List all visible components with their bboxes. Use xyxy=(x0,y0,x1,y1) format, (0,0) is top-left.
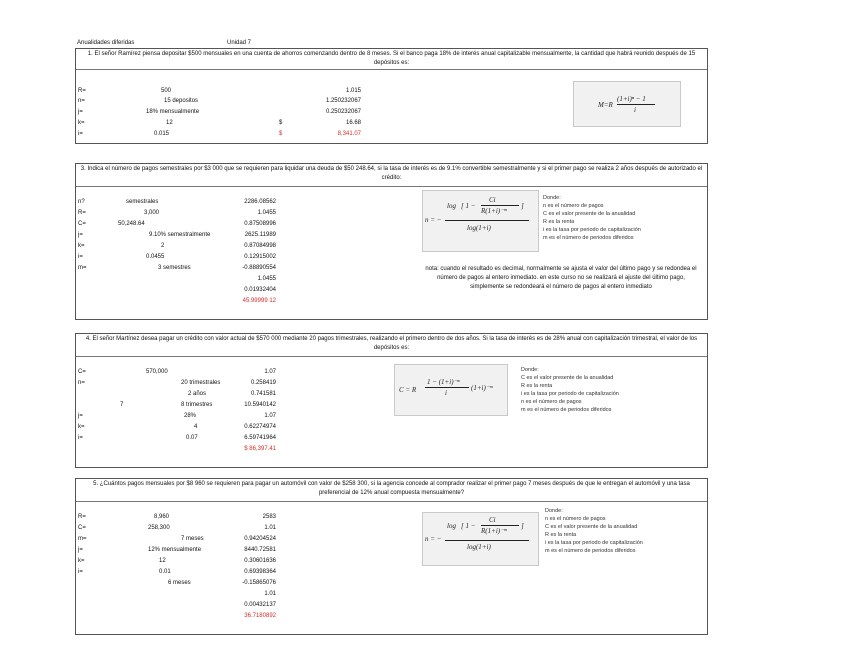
cell: 0.12915002 xyxy=(244,254,276,260)
cell: 9.10% semestralmente xyxy=(149,232,211,238)
cell: 0.69398364 xyxy=(244,569,276,575)
cell: 2 años xyxy=(188,391,207,397)
cell: 0.62274974 xyxy=(244,424,276,430)
formula-image: n = − log [ 1 − Ci R(1+i)⁻ᵐ ] log(1+i) xyxy=(422,512,539,566)
cell: 2286.08562 xyxy=(244,199,276,205)
formula-image: C = R 1 − (1+i)⁻ⁿ i (1+i)⁻ᵐ xyxy=(394,364,508,416)
cell: semestrales xyxy=(126,199,159,205)
cell: 0.01932404 xyxy=(244,287,276,293)
cell: 3 semestres xyxy=(158,265,191,271)
cell: 50,248.64 xyxy=(118,221,145,227)
cell: 12 xyxy=(166,120,173,126)
legend: Donde: C es el valor presente de la anualidad R es la renta i es la tasa por periodo de capitalización n es el número de pagos m es el número de periodos diferidos xyxy=(521,367,619,413)
cell: 7 meses xyxy=(181,536,204,542)
cell: i= xyxy=(78,254,83,260)
cell: m= xyxy=(78,536,87,542)
cell: 258,300 xyxy=(148,525,170,531)
cell: 8,960 xyxy=(154,514,170,520)
cell: i= xyxy=(78,131,83,137)
note-text: nota: cuando el resultado es decimal, normalmente se ajusta el valor del último pago y se redondea el número de pagos al entero inmediato. en este curso no se realizará el ajuste del último pago, simplemente se redondeará el número de pagos al entero inmediato xyxy=(425,266,697,290)
cell: -0.88890554 xyxy=(242,265,276,271)
cell: R= xyxy=(78,210,86,216)
cell: 1.01 xyxy=(264,525,276,531)
cell: 0.87508996 xyxy=(244,221,276,227)
sheet-title: Anualidades diferidas xyxy=(77,40,135,46)
cell: 0.015 xyxy=(154,131,170,137)
cell: 0.07 xyxy=(186,435,198,441)
cell: j= xyxy=(78,547,83,553)
cell: 500 xyxy=(161,88,172,94)
cell: 15 depositos xyxy=(164,98,199,104)
cell: 0.741581 xyxy=(250,391,276,397)
problem-2-title: 3. Indica el número de pagos semestrales por $3 000 que se requieren para liquidar una deuda de $50 248.64, si la tasa de interés es de 9.1% convertible semestralmente y si el primer pago se realiza 2 años después de autorizado el crédito: xyxy=(80,166,703,181)
cell: i= xyxy=(78,569,83,575)
cell: 2625.11989 xyxy=(244,232,276,238)
cell: 6 meses xyxy=(168,580,191,586)
cell: 1.0455 xyxy=(257,276,276,282)
problem-4-block xyxy=(75,478,708,635)
legend: Donde: n es el número de pagos C es el valor presente de la anualidad R es la renta i es la tasa por periodo de capitalización m es el número de periodos diferidos xyxy=(545,508,643,554)
cell: n? xyxy=(78,199,85,205)
cell: j= xyxy=(78,109,83,115)
cell: 0.250232067 xyxy=(325,109,361,115)
cell: k= xyxy=(78,424,85,430)
cell: 18% mensualmente xyxy=(146,109,200,115)
cell: 0.01 xyxy=(159,569,171,575)
cell: k= xyxy=(78,243,85,249)
result-cell: 36.7180892 xyxy=(244,613,276,619)
unit-label: Unidad 7 xyxy=(227,40,252,46)
cell: k= xyxy=(78,558,85,564)
cell: 2 xyxy=(161,243,165,249)
cell: n= xyxy=(78,98,85,104)
cell: 0.87084998 xyxy=(244,243,276,249)
cell: 1.01 xyxy=(264,591,276,597)
cell: C= xyxy=(78,369,86,375)
cell: R= xyxy=(78,88,86,94)
formula-image: n = − log [ 1 − Ci R(1+i)⁻ᵐ ] log(1+i) xyxy=(422,190,539,252)
cell: $ xyxy=(279,131,283,137)
cell: 12% mensualmente xyxy=(148,547,202,553)
cell: C= xyxy=(78,525,86,531)
cell: 6.59741964 xyxy=(244,435,276,441)
cell: 8440.72581 xyxy=(244,547,276,553)
result-cell: 8,341.07 xyxy=(337,131,361,137)
problem-1-title: 1. El señor Ramírez piensa depositar $500 mensuales en una cuenta de ahorros comenzando dentro de 8 meses. Si el banco paga 18% de interés anual capitalizable mensualmente, la cantidad que habrá reunido después de 15 depósitos es: xyxy=(87,51,696,66)
cell: 1.07 xyxy=(264,413,276,419)
cell: 28% xyxy=(184,413,197,419)
cell: -0.15865076 xyxy=(242,580,276,586)
problem-1-block xyxy=(75,48,708,144)
cell: 20 trimestrales xyxy=(181,380,221,386)
result-cell: 45.99999 12 xyxy=(242,298,276,304)
cell: 0.0455 xyxy=(146,254,165,260)
cell: 12 xyxy=(159,558,166,564)
cell: 1.07 xyxy=(264,369,276,375)
cell: 0.258419 xyxy=(250,380,276,386)
cell: 10.5940142 xyxy=(244,402,276,408)
cell: n= xyxy=(78,380,85,386)
cell: 1.0455 xyxy=(257,210,276,216)
cell: m= xyxy=(78,265,87,271)
cell: j= xyxy=(78,413,83,419)
problem-3-block xyxy=(75,333,708,468)
cell: 0.30601636 xyxy=(244,558,276,564)
problem-4-title: 5. ¿Cuántos pagos mensuales por $8 960 se requieren para pagar un automóvil con valor de $258 300, si la agencia concede al comprador realizar el primer pago 7 meses después de que le entregan el automóvil y una tasa preferencial de 12% anual compuesta mensualmente? xyxy=(93,481,690,496)
cell: 7 xyxy=(120,402,124,408)
problem-2-block xyxy=(75,163,708,320)
cell: 570,000 xyxy=(146,369,168,375)
cell: 1.250232067 xyxy=(325,98,361,104)
cell: k= xyxy=(78,120,85,126)
cell: 0.00432137 xyxy=(244,602,276,608)
cell: $ xyxy=(279,120,283,126)
cell: R= xyxy=(78,514,86,520)
cell: 16.68 xyxy=(345,120,361,126)
cell: C= xyxy=(78,221,86,227)
cell: 4 xyxy=(194,424,198,430)
problem-3-title: 4. El señor Martínez desea pagar un crédito con valor actual de $570 000 mediante 20 pagos trimestrales, realizando el primero dentro de dos años. Si la tasa de interés es de 28% anual con capitalización trimestral, el valor de los depósitos es: xyxy=(85,336,698,351)
result-cell: $ 86,397.41 xyxy=(244,446,276,452)
cell: i= xyxy=(78,435,83,441)
cell: 8 trimestres xyxy=(181,402,213,408)
cell: 3,000 xyxy=(144,210,160,216)
cell: 0.94204524 xyxy=(244,536,276,542)
cell: 2583 xyxy=(262,514,276,520)
cell: j= xyxy=(78,232,83,238)
legend: Donde: n es el número de pagos C es el valor presente de la anualidad R es la renta i es la tasa por periodo de capitalización m es el número de periodos diferidos xyxy=(543,195,641,241)
cell: 1.015 xyxy=(345,88,361,94)
formula-image: M=R (1+i)ⁿ − 1 i xyxy=(573,81,681,127)
